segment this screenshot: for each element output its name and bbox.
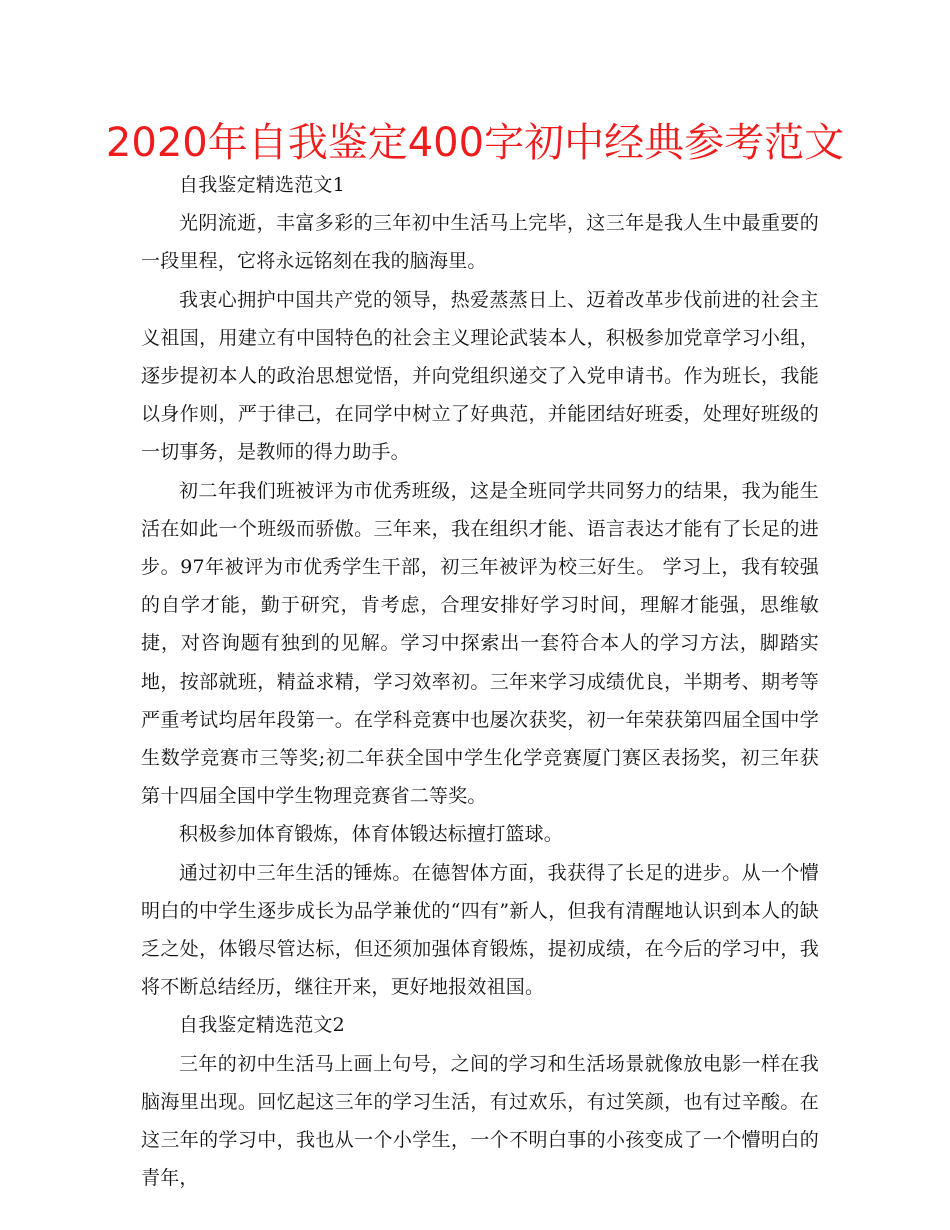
section-heading-2: 自我鉴定精选范文2 [179, 1014, 345, 1037]
paragraph-1: 光阴流逝，丰富多彩的三年初中生活马上完毕，这三年是我人生中最重要的一段里程，它将永远铭刻在我的脑海里。 [141, 212, 819, 273]
paragraph-2: 我衷心拥护中国共产党的领导，热爱蒸蒸日上、迈着改革步伐前进的社会主义祖国，用建立有中国特色的社会主义理论武装本人，积极参加党章学习小组，逐步提初本人的政治思想觉悟，并向党组织递交了入党申请书。作为班长，我能以身作则，严于律己，在同学中树立了好典范，并能团结好班委，处理好班级的一切事务，是教师的得力助手。 [141, 288, 819, 464]
document-body [141, 166, 819, 1197]
paragraph-4: 积极参加体育锻炼，体育体锻达标擅打篮球。 [179, 823, 564, 846]
paragraph-6: 三年的初中生活马上画上句号，之间的学习和生活场景就像放电影一样在我脑海里出现。回忆起这三年的学习生活，有过欢乐，有过笑颜，也有过辛酸。在这三年的学习中，我也从一个小学生，一个不明白事的小孩变成了一个懵明白的青年， [141, 1052, 819, 1190]
page-title: 2020年自我鉴定400字初中经典参考范文 [105, 120, 845, 166]
paragraph-5: 通过初中三年生活的锤炼。在德智体方面，我获得了长足的进步。从一个懵明白的中学生逐步成长为品学兼优的“四有”新人，但我有清醒地认识到本人的缺乏之处，体锻尽管达标，但还须加强体育锻炼，提初成绩，在今后的学习中，我将不断总结经历，继往开来，更好地报效祖国。 [141, 861, 819, 999]
section-heading-1: 自我鉴定精选范文1 [179, 174, 345, 196]
paragraph-3: 初二年我们班被评为市优秀班级，这是全班同学共同努力的结果，我为能生活在如此一个班级而骄傲。三年来，我在组织才能、语言表达才能有了长足的进步。97年被评为市优秀学生干部，初三年被评为校三好生。 学习上，我有较强的自学才能，勤于研究，肯考虑，合理安排好学习时间，理解才能强，思维敏捷，对咨询题有独到的见解。学习中探索出一套符合本人的学习方法，脚踏实地，按部就班，精益求精，学习效率初。三年来学习成绩优良，半期考、期考等严重考试均居年段第一。在学科竞赛中也屡次获奖，初一年荣获第四届全国中学生数学竞赛市三等奖;初二年获全国中学生化学竞赛厦门赛区表扬奖，初三年获第十四届全国中学生物理竞赛省二等奖。 [141, 479, 819, 808]
